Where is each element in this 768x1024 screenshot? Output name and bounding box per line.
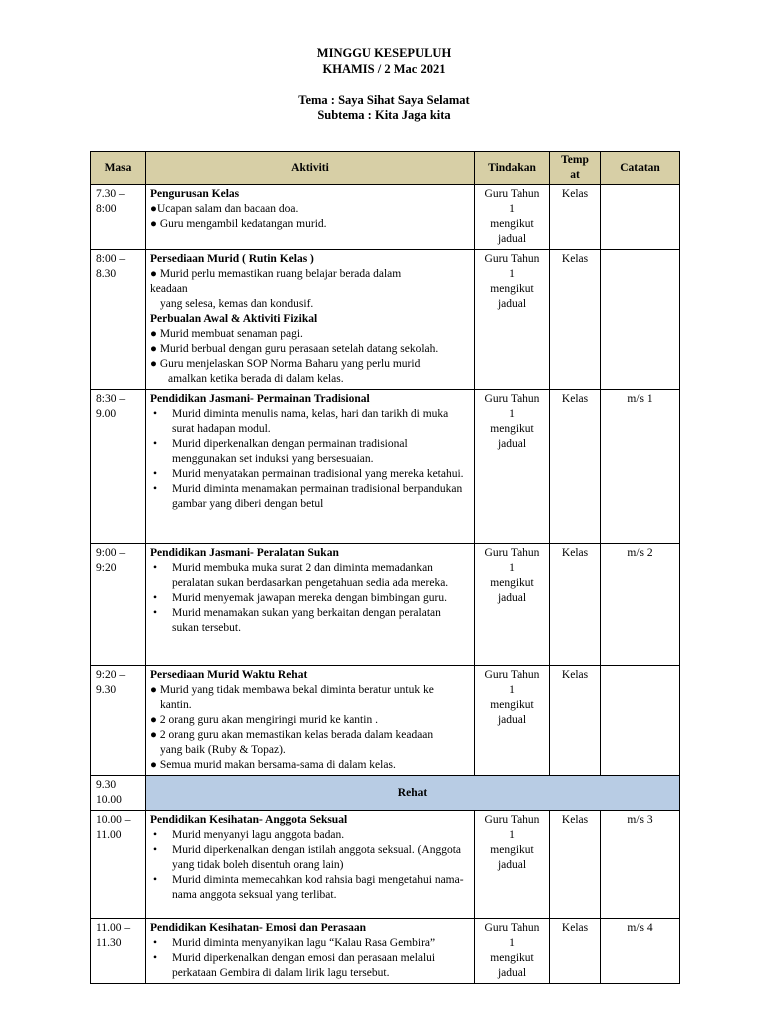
cell-aktiviti: Pendidikan Kesihatan- Anggota Seksual • Murid menyanyi lagu anggota badan. • Murid diperkenalkan dengan istilah anggota seksual. (Anggota yang tidak boleh disentuh orang lain) • Murid diminta memecahkan kod rahsia bagi mengetahui nama-nama anggota seksual yang terlibat. bbox=[146, 811, 475, 919]
cell-masa: 10.00 – 11.00 bbox=[91, 811, 146, 919]
col-header-tempat: Temp at bbox=[550, 152, 601, 185]
cell-tempat: Kelas bbox=[550, 919, 601, 984]
document-subtema: Subtema : Kita Jaga kita bbox=[317, 108, 451, 122]
cell-catatan bbox=[601, 666, 680, 776]
cell-tempat: Kelas bbox=[550, 185, 601, 250]
cell-tindakan: Guru Tahun 1 mengikut jadual bbox=[475, 185, 550, 250]
cell-tindakan: Guru Tahun 1 mengikut jadual bbox=[475, 250, 550, 390]
cell-masa: 7.30 – 8:00 bbox=[91, 185, 146, 250]
cell-tindakan: Guru Tahun 1 mengikut jadual bbox=[475, 919, 550, 984]
cell-tindakan: Guru Tahun 1 mengikut jadual bbox=[475, 390, 550, 544]
table-row bbox=[91, 390, 680, 544]
cell-catatan: m/s 3 bbox=[601, 811, 680, 919]
rehat-banner: Rehat bbox=[146, 776, 680, 811]
table-row bbox=[91, 811, 680, 919]
cell-tindakan: Guru Tahun 1 mengikut jadual bbox=[475, 811, 550, 919]
table-row-rehat bbox=[91, 776, 680, 811]
document-title: MINGGU KESEPULUH bbox=[316, 46, 452, 60]
col-header-tindakan: Tindakan bbox=[475, 152, 550, 185]
cell-tindakan: Guru Tahun 1 mengikut jadual bbox=[475, 544, 550, 666]
cell-aktiviti: Pendidikan Kesihatan- Emosi dan Perasaan • Murid diminta menyanyikan lagu “Kalau Rasa Gembira” • Murid diperkenalkan dengan emosi dan perasaan melalui perkataan Gembira di dalam lirik lagu tersebut. bbox=[146, 919, 475, 984]
document-tema: Tema : Saya Sihat Saya Selamat bbox=[298, 93, 470, 107]
cell-tempat: Kelas bbox=[550, 390, 601, 544]
cell-aktiviti: Persediaan Murid ( Rutin Kelas ) ● Murid perlu memastikan ruang belajar berada dalam keadaan yang selesa, kemas dan kondusif. Perbualan Awal & Aktiviti Fizikal ● Murid membuat senaman pagi. ● Murid berbual dengan guru perasaan setelah datang sekolah. ● Guru menjelaskan SOP Norma Baharu yang perlu murid amalkan ketika berada di dalam kelas. bbox=[146, 250, 475, 390]
cell-aktiviti: Pengurusan Kelas ●Ucapan salam dan bacaan doa. ● Guru mengambil kedatangan murid. bbox=[146, 185, 475, 250]
cell-masa: 9.30 10.00 bbox=[91, 776, 146, 811]
table-row bbox=[91, 919, 680, 984]
cell-masa: 9:00 – 9:20 bbox=[91, 544, 146, 666]
cell-catatan: m/s 2 bbox=[601, 544, 680, 666]
table-row bbox=[91, 666, 680, 776]
cell-aktiviti: Persediaan Murid Waktu Rehat ● Murid yang tidak membawa bekal diminta beratur untuk ke kantin. ● 2 orang guru akan mengiringi murid ke kantin . ● 2 orang guru akan memastikan kelas berada dalam keadaan yang baik (Ruby & Topaz). ● Semua murid makan bersama-sama di dalam kelas. bbox=[146, 666, 475, 776]
cell-catatan: m/s 1 bbox=[601, 390, 680, 544]
cell-masa: 8:00 – 8.30 bbox=[91, 250, 146, 390]
cell-tempat: Kelas bbox=[550, 811, 601, 919]
cell-aktiviti: Pendidikan Jasmani- Peralatan Sukan • Murid membuka muka surat 2 dan diminta memadankan peralatan sukan berdasarkan pengetahuan sedia ada mereka. • Murid menyemak jawapan mereka dengan bimbingan guru. • Murid menamakan sukan yang berkaitan dengan peralatan sukan tersebut. bbox=[146, 544, 475, 666]
cell-tempat: Kelas bbox=[550, 666, 601, 776]
table-row bbox=[91, 185, 680, 250]
cell-catatan: m/s 4 bbox=[601, 919, 680, 984]
col-header-masa: Masa bbox=[91, 152, 146, 185]
cell-catatan bbox=[601, 185, 680, 250]
col-header-aktiviti: Aktiviti bbox=[146, 152, 475, 185]
cell-tindakan: Guru Tahun 1 mengikut jadual bbox=[475, 666, 550, 776]
cell-masa: 9:20 – 9.30 bbox=[91, 666, 146, 776]
col-header-catatan: Catatan bbox=[601, 152, 680, 185]
cell-aktiviti: Pendidikan Jasmani- Permainan Tradisional • Murid diminta menulis nama, kelas, hari dan tarikh di muka surat hadapan modul. • Murid diperkenalkan dengan permainan tradisional menggunakan set induksi yang bersesuaian. • Murid menyatakan permainan tradisional yang mereka ketahui. • Murid diminta menamakan permainan tradisional berpandukan gambar yang diberi dengan betul bbox=[146, 390, 475, 544]
cell-masa: 11.00 – 11.30 bbox=[91, 919, 146, 984]
table-header-row bbox=[91, 152, 680, 185]
cell-tempat: Kelas bbox=[550, 250, 601, 390]
cell-tempat: Kelas bbox=[550, 544, 601, 666]
document-date: KHAMIS / 2 Mac 2021 bbox=[322, 62, 446, 76]
cell-masa: 8:30 – 9.00 bbox=[91, 390, 146, 544]
table-row bbox=[91, 544, 680, 666]
cell-catatan bbox=[601, 250, 680, 390]
schedule-table bbox=[90, 151, 680, 984]
table-row bbox=[91, 250, 680, 390]
